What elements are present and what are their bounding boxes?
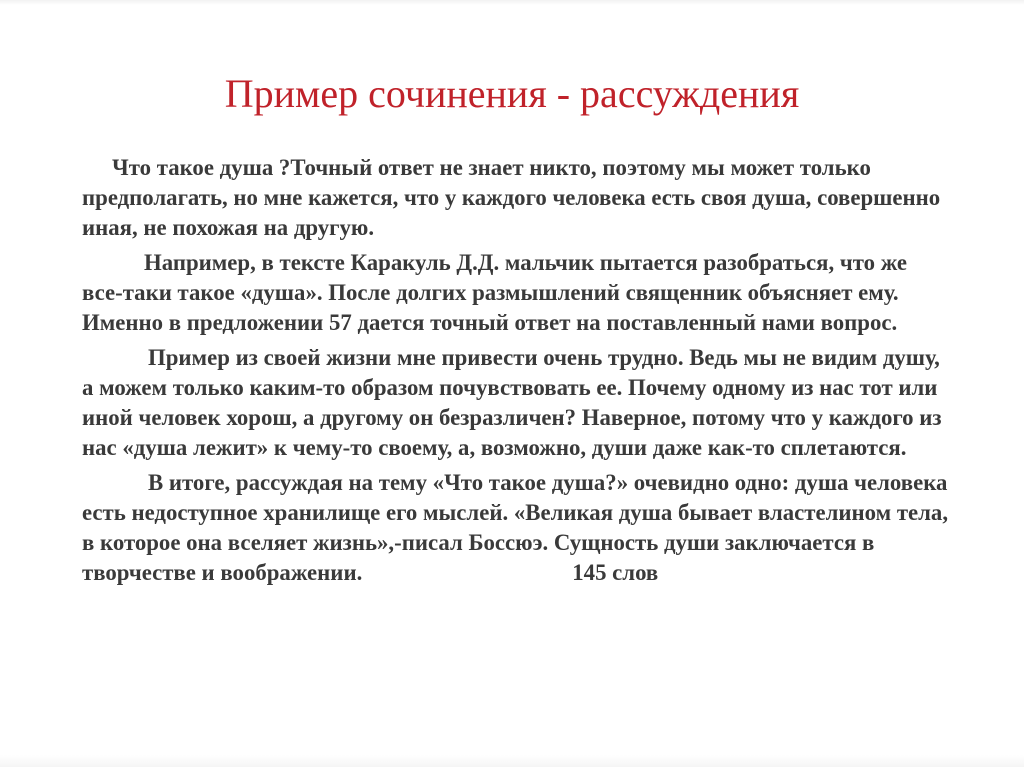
bottom-border (0, 755, 1024, 767)
essay-paragraph-3: Пример из своей жизни мне привести очень трудно. Ведь мы не видим душу, а можем только каким-то образом почувствовать ее. Почему одному из нас тот или иной человек хорош, а другому он безразличен? Наверное, потому что у каждого из нас «душа лежит» к чему-то своему, а, возможно, души даже как-то сплетаются. (82, 345, 942, 460)
word-count: 145 слов (572, 560, 659, 585)
top-border (0, 0, 1024, 5)
slide-title: Пример сочинения - рассуждения (224, 71, 800, 116)
essay-body (82, 153, 952, 593)
essay-paragraph-4-text: В итоге, рассуждая на тему «Что такое душа?» очевидно одно: душа человека есть недоступное хранилище его мыслей. «Великая душа бывает властелином тела, в которое она вселяет жизнь»,-писал Боссюэ. Сущность души заключается в творчестве и воображении. (82, 470, 949, 585)
essay-paragraph-1: Что такое душа ?Точный ответ не знает никто, поэтому мы может только предполагать, но мне кажется, что у каждого человека есть своя душа, совершенно иная, не похожая на другую. (82, 155, 941, 240)
essay-paragraph-2: Например, в тексте Каракуль Д.Д. мальчик пытается разобраться, что же все-таки такое «душа». После долгих размышлений священник объясняет ему. Именно в предложении 57 дается точный ответ на поставленный нами вопрос. (82, 250, 908, 335)
essay-paragraph-4 (82, 468, 952, 588)
